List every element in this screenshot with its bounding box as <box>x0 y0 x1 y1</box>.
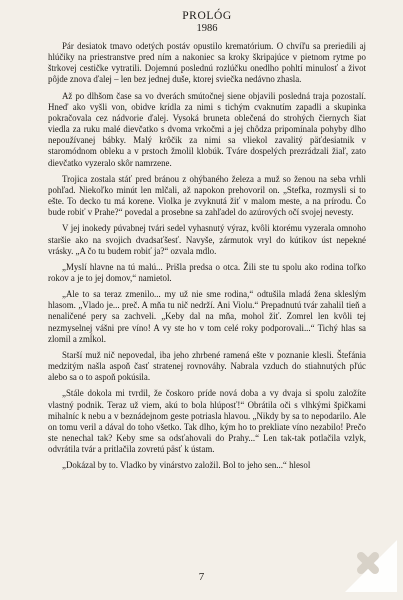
page-content <box>48 10 366 471</box>
page-corner-fold-icon <box>339 534 397 592</box>
chapter-heading: PROLÓG <box>182 10 232 22</box>
paragraph-7: Starší muž nič nepovedal, iba jeho zhrbené ramená ešte v poznanie klesli. Štefánia medzitým našla aspoň časť stratenej rovnováhy. Nabrala vzduch do stiahnutých pľúc alebo sa o to aspoň pokúsila. <box>48 349 366 383</box>
paragraph-4: V jej inokedy púvabnej tvári sedel vyhasnutý výraz, kvôli ktorému vyzerala omnoho staršie ako na svojich dvadsaťšesť. Navyše, zármutok vryl do kútikov úst nepekné vrásky. „A čo tu budem robiť ja?“ ozvala mdlo. <box>48 223 366 256</box>
paragraph-2: Až po dlhšom čase sa vo dverách smútočnej siene objavili posledná traja pozostalí. Hneď ako vyšli von, obidve krídla za nimi s tichým cvaknutím zapadli a skupinka pokračovala cez nádvorie ďalej. Vysoká bruneta oblečená do strohých čiernych šiat viedla za ruku malé dievčatko s dvoma vrkočmi a jej chôdza pripomínala pohyby dlho nepoužívanej bábky. Malý krôčik za nimi sa vliekol zavalitý päťdesiatnik v staromódnom obleku a v prstoch žmolil klobúk. Tváre dospelých prezrádzali žiaľ, zato dievčatko vyzeralo skôr namrzene. <box>48 90 366 168</box>
paragraph-9: „Dokázal by to. Vladko by vinárstvo založil. Bol to jeho sen...“ hlesol <box>62 460 311 471</box>
paragraph-6: „Ale to sa teraz zmenilo... my už nie sme rodina,“ odtušila mladá žena skleslým hlasom. „Vlado je... preč. A mňa tu nič nedrží. Ani Violu.“ Prepadnutú tvár zahalil tieň a nenaličené pery sa zachveli. „Keby dal na mňa, mohol žiť. Zomrel len kvôli tej nezmyselnej vášni pre víno! A vy ste ho v tom celé roky podporovali...“ Tichý hlas sa zlomil a zmĺkol. <box>48 289 366 344</box>
paragraph-1: Pár desiatok tmavo odetých postáv opustilo krematórium. O chvíľu sa preriedili aj hlúčiky na priestranstve pred ním a nakoniec sa kroky škripajúce v pietnom rytme po štrkovej cestičke vytratili. Dojemnú poslednú rozlúčku onedlho pohltí minulosť a život pôjde znova ďalej – len bez jednej duše, ktorej sviečka nedávno zhasla. <box>48 41 366 85</box>
page-number: 7 <box>198 571 205 583</box>
paragraph-8: „Stále dokola mi tvrdil, že čoskoro príde nová doba a vy dvaja si spolu založíte vlastný podnik. Teraz už viem, akú to bola hlúposť!“ Obrátila oči s vlhkými špičkami mihalníc k nebu a v beznádejnom geste potriasla hlavou. „Nikdy by sa to nepodarilo. Ale on tomu veril a dával do toho všetko. Tak dlho, kým ho to prekliate víno nezabilo! Prečo ste nenechal tak? Keby sme sa odsťahovali do Prahy...“ Len tak-tak potlačila vzlyk, odvrátila tvár a pritlačila zovretú päsť k ústam. <box>48 388 366 455</box>
chapter-year: 1986 <box>196 23 218 34</box>
paragraph-3: Trojica zostala stáť pred bránou z ohýbaného železa a muž so ženou na seba vrhli pohľad. Niekoľko minút len mlčali, až napokon prehovoril on. „Stefka, rozmysli si to ešte. To decko tu má korene. Violka je zvyknutá žiť v malom meste, a na prírodu. Čo bude robiť v Prahe?“ povedal a prosebne sa zahľadel do azúrových očí svojej nevesty. <box>48 173 366 218</box>
paragraph-5: „Myslí hlavne na tú malú... Prišla predsa o otca. Žili ste tu spolu ako rodina toľko rokov a je to jej domov,“ namietol. <box>48 261 366 283</box>
